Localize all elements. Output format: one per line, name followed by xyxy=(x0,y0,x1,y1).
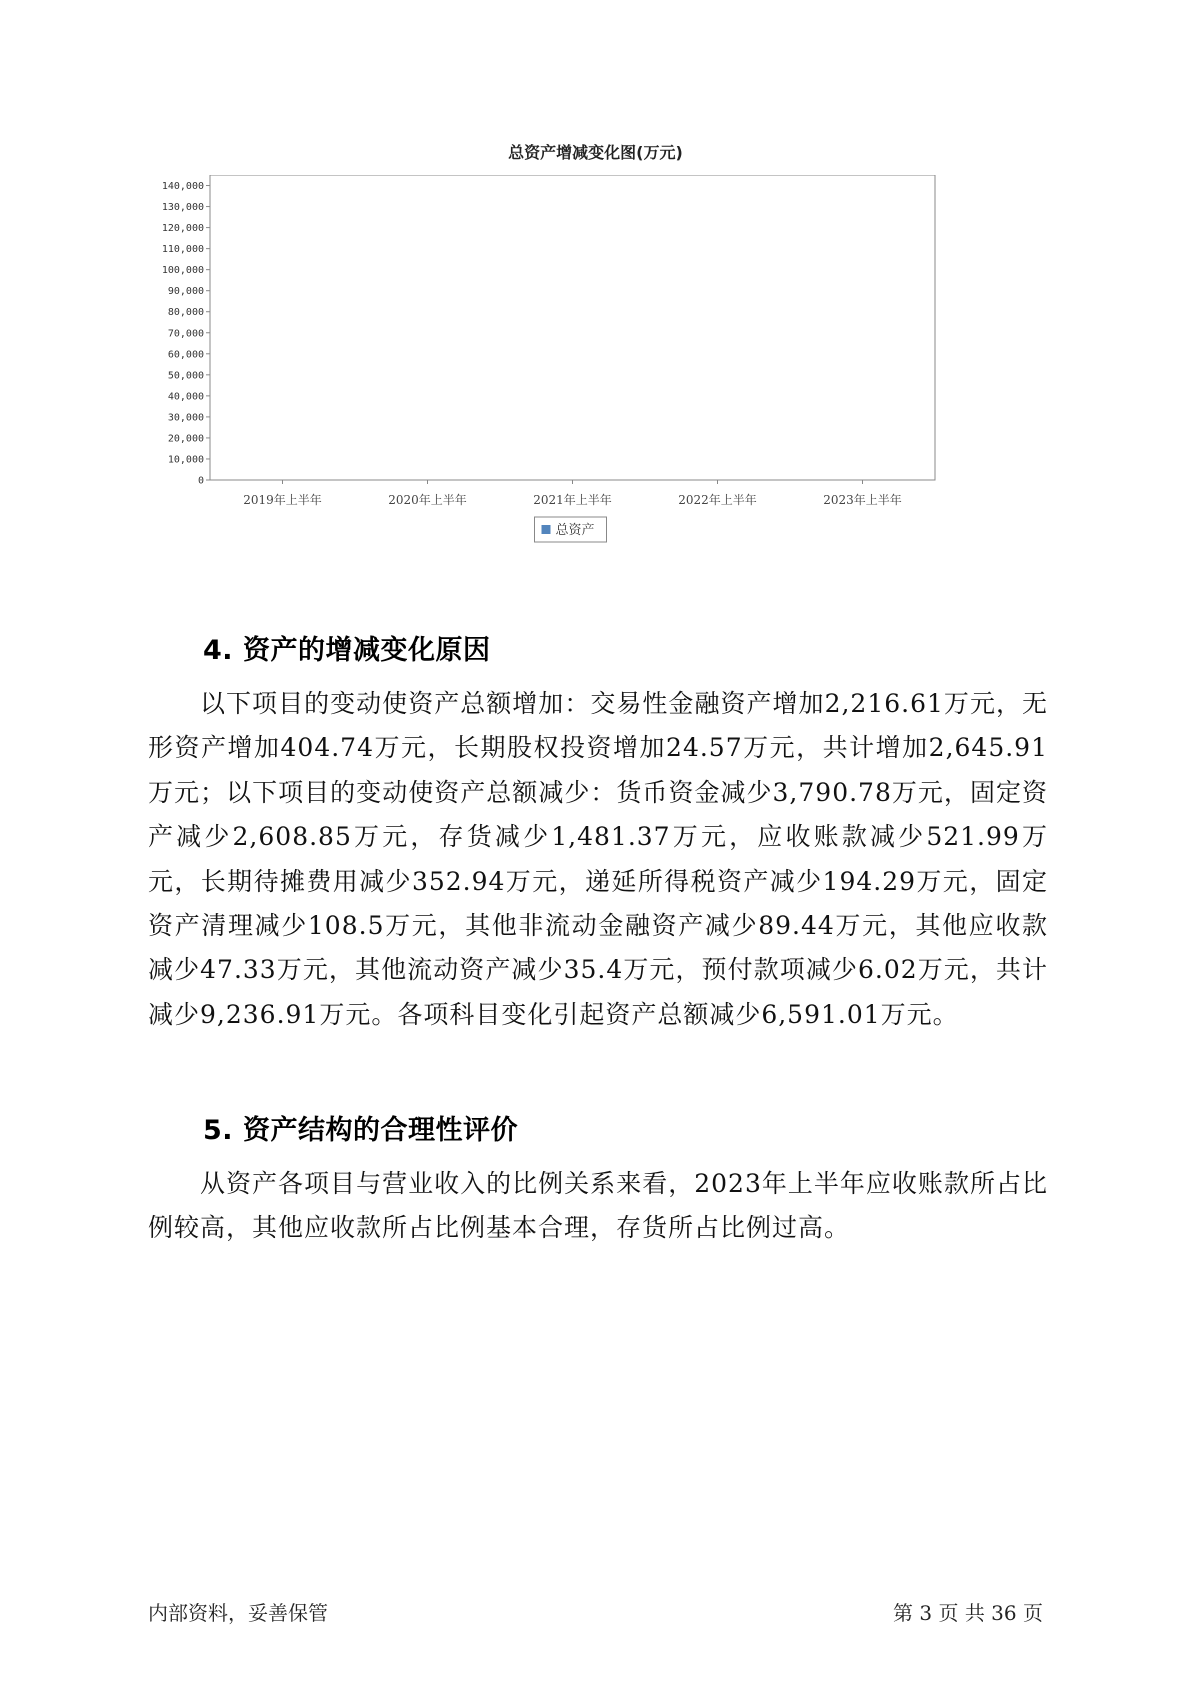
x-tick-label: 2022年上半年 xyxy=(678,493,757,507)
y-tick-label: 100,000 xyxy=(161,265,204,277)
footer-confidential-note: 内部资料，妥善保管 xyxy=(148,1601,328,1625)
footer-page-number: 第 3 页 共 36 页 xyxy=(893,1601,1043,1625)
x-tick-label: 2023年上半年 xyxy=(823,493,902,507)
paragraph-asset-structure-evaluation: 从资产各项目与营业收入的比例关系来看，2023年上半年应收账款所占比例较高，其他应收款所占比例基本合理，存货所占比例过高。 xyxy=(148,1169,1048,1243)
legend-swatch xyxy=(542,525,551,534)
x-tick-label: 2020年上半年 xyxy=(388,493,467,507)
y-tick-label: 20,000 xyxy=(167,433,204,445)
plot-frame xyxy=(210,175,935,480)
y-tick-label: 40,000 xyxy=(167,391,204,403)
y-tick-label: 30,000 xyxy=(167,412,204,424)
y-tick-label: 140,000 xyxy=(161,181,204,193)
bar-chart xyxy=(160,175,950,555)
y-tick-label: 10,000 xyxy=(167,454,204,466)
y-tick-label: 110,000 xyxy=(161,244,204,256)
y-tick-label: 90,000 xyxy=(167,286,204,298)
legend-label: 总资产 xyxy=(555,523,595,538)
x-tick-label: 2019年上半年 xyxy=(243,493,322,507)
y-tick-label: 0 xyxy=(197,475,204,487)
y-tick-label: 120,000 xyxy=(161,223,204,235)
y-tick-label: 70,000 xyxy=(167,328,204,340)
y-tick-label: 80,000 xyxy=(167,307,204,319)
paragraph-asset-change-reasons: 以下项目的变动使资产总额增加：交易性金融资产增加2,216.61万元，无形资产增加404.74万元，长期股权投资增加24.57万元，共计增加2,645.91万元；以下项目的变动使资产总额减少：货币资金减少3,790.78万元，固定资产减少2,608.85万元，存货减少1,481.37万元，应收账款减少521.99万元，长期待摊费用减少352.94万元，递延所得税资产减少194.29万元，固定资产清理减少108.5万元，其他非流动金融资产减少89.44万元，其他应收款减少47.33万元，其他流动资产减少35.4万元，预付款项减少6.02万元，共计减少9,236.91万元。各项科目变化引起资产总额减少6,591.01万元。 xyxy=(148,689,1048,1029)
y-tick-label: 60,000 xyxy=(167,349,204,361)
section-heading-asset-change-reasons: 4. 资产的增减变化原因 xyxy=(203,635,491,666)
y-tick-label: 130,000 xyxy=(161,202,204,214)
chart-title: 总资产增减变化图(万元) xyxy=(508,143,683,162)
x-tick-label: 2021年上半年 xyxy=(533,493,612,507)
y-tick-label: 50,000 xyxy=(167,370,204,382)
section-heading-asset-structure-evaluation: 5. 资产结构的合理性评价 xyxy=(203,1115,518,1146)
